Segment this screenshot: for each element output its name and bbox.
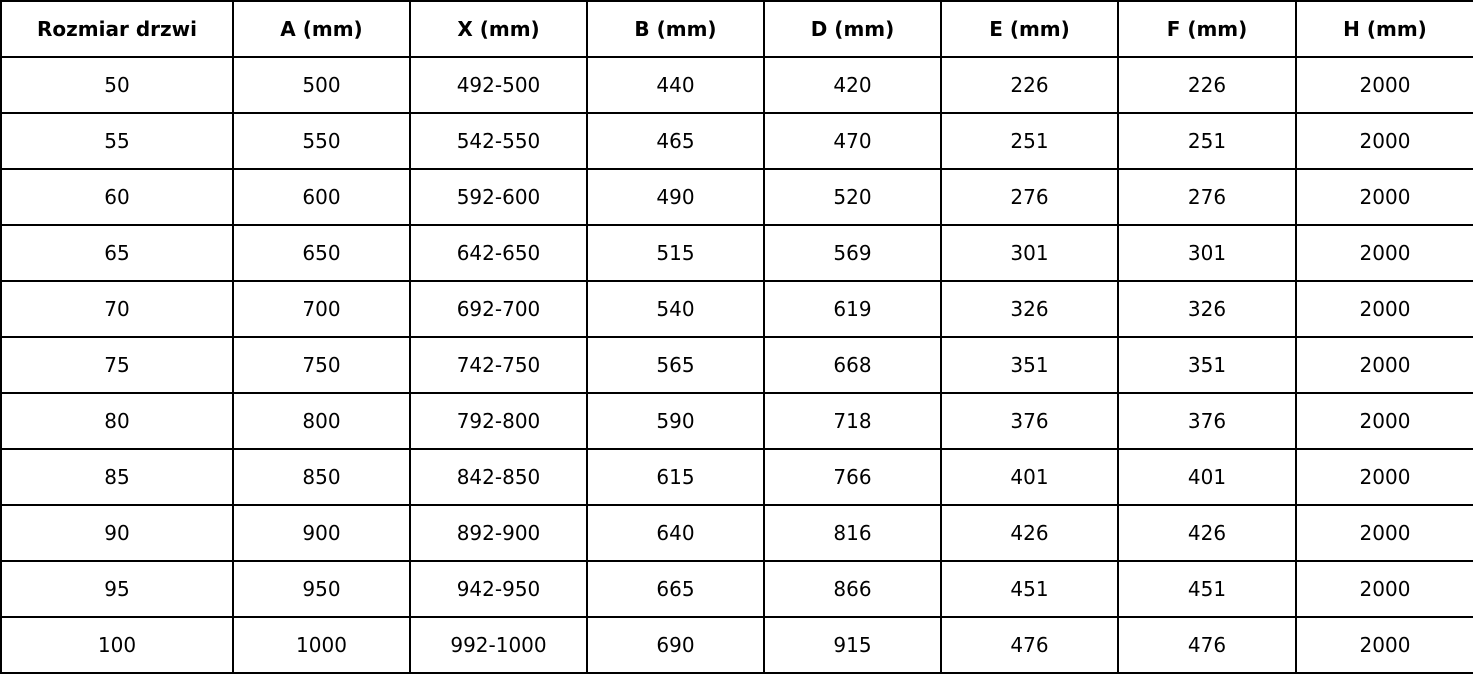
cell-f: 326	[1118, 281, 1296, 337]
cell-e: 226	[941, 57, 1118, 113]
cell-f: 426	[1118, 505, 1296, 561]
column-header-b: B (mm)	[587, 1, 764, 57]
cell-a: 500	[233, 57, 410, 113]
cell-b: 665	[587, 561, 764, 617]
cell-h: 2000	[1296, 561, 1473, 617]
cell-d: 668	[764, 337, 941, 393]
table-row	[1, 617, 1473, 673]
cell-b: 640	[587, 505, 764, 561]
cell-h: 2000	[1296, 393, 1473, 449]
cell-b: 465	[587, 113, 764, 169]
cell-d: 866	[764, 561, 941, 617]
cell-f: 276	[1118, 169, 1296, 225]
cell-rozmiar-drzwi: 50	[1, 57, 233, 113]
table-row	[1, 57, 1473, 113]
column-header-d: D (mm)	[764, 1, 941, 57]
cell-rozmiar-drzwi: 100	[1, 617, 233, 673]
cell-e: 476	[941, 617, 1118, 673]
cell-a: 550	[233, 113, 410, 169]
cell-e: 251	[941, 113, 1118, 169]
cell-f: 226	[1118, 57, 1296, 113]
cell-e: 276	[941, 169, 1118, 225]
cell-d: 520	[764, 169, 941, 225]
cell-h: 2000	[1296, 337, 1473, 393]
table-row	[1, 561, 1473, 617]
cell-h: 2000	[1296, 113, 1473, 169]
cell-b: 490	[587, 169, 764, 225]
table-body	[1, 57, 1473, 673]
cell-e: 451	[941, 561, 1118, 617]
table-row	[1, 113, 1473, 169]
cell-a: 650	[233, 225, 410, 281]
cell-x: 742-750	[410, 337, 587, 393]
cell-rozmiar-drzwi: 95	[1, 561, 233, 617]
cell-h: 2000	[1296, 225, 1473, 281]
cell-e: 401	[941, 449, 1118, 505]
cell-x: 992-1000	[410, 617, 587, 673]
table-row	[1, 505, 1473, 561]
cell-e: 426	[941, 505, 1118, 561]
cell-x: 542-550	[410, 113, 587, 169]
table-row	[1, 169, 1473, 225]
cell-rozmiar-drzwi: 60	[1, 169, 233, 225]
cell-a: 1000	[233, 617, 410, 673]
column-header-a: A (mm)	[233, 1, 410, 57]
column-header-rozmiar-drzwi: Rozmiar drzwi	[1, 1, 233, 57]
cell-d: 915	[764, 617, 941, 673]
cell-x: 642-650	[410, 225, 587, 281]
cell-b: 590	[587, 393, 764, 449]
cell-d: 766	[764, 449, 941, 505]
cell-h: 2000	[1296, 281, 1473, 337]
table-header-row	[1, 1, 1473, 57]
cell-a: 600	[233, 169, 410, 225]
cell-x: 692-700	[410, 281, 587, 337]
cell-rozmiar-drzwi: 65	[1, 225, 233, 281]
table-row	[1, 337, 1473, 393]
table-row	[1, 281, 1473, 337]
table-row	[1, 225, 1473, 281]
cell-f: 351	[1118, 337, 1296, 393]
cell-x: 492-500	[410, 57, 587, 113]
cell-f: 451	[1118, 561, 1296, 617]
table-header	[1, 1, 1473, 57]
cell-rozmiar-drzwi: 70	[1, 281, 233, 337]
table-row	[1, 393, 1473, 449]
cell-x: 842-850	[410, 449, 587, 505]
cell-a: 800	[233, 393, 410, 449]
cell-h: 2000	[1296, 617, 1473, 673]
cell-b: 690	[587, 617, 764, 673]
cell-d: 619	[764, 281, 941, 337]
cell-a: 750	[233, 337, 410, 393]
cell-a: 700	[233, 281, 410, 337]
cell-x: 892-900	[410, 505, 587, 561]
cell-d: 816	[764, 505, 941, 561]
cell-x: 942-950	[410, 561, 587, 617]
cell-d: 569	[764, 225, 941, 281]
cell-b: 615	[587, 449, 764, 505]
cell-d: 718	[764, 393, 941, 449]
cell-a: 850	[233, 449, 410, 505]
cell-h: 2000	[1296, 449, 1473, 505]
cell-f: 301	[1118, 225, 1296, 281]
cell-b: 440	[587, 57, 764, 113]
cell-rozmiar-drzwi: 90	[1, 505, 233, 561]
cell-a: 900	[233, 505, 410, 561]
cell-rozmiar-drzwi: 85	[1, 449, 233, 505]
cell-rozmiar-drzwi: 80	[1, 393, 233, 449]
cell-d: 420	[764, 57, 941, 113]
cell-x: 792-800	[410, 393, 587, 449]
column-header-f: F (mm)	[1118, 1, 1296, 57]
cell-h: 2000	[1296, 57, 1473, 113]
cell-h: 2000	[1296, 169, 1473, 225]
cell-d: 470	[764, 113, 941, 169]
cell-f: 376	[1118, 393, 1296, 449]
cell-f: 401	[1118, 449, 1296, 505]
cell-a: 950	[233, 561, 410, 617]
column-header-e: E (mm)	[941, 1, 1118, 57]
cell-e: 351	[941, 337, 1118, 393]
cell-e: 301	[941, 225, 1118, 281]
cell-f: 476	[1118, 617, 1296, 673]
cell-e: 326	[941, 281, 1118, 337]
cell-b: 540	[587, 281, 764, 337]
cell-rozmiar-drzwi: 55	[1, 113, 233, 169]
table-row	[1, 449, 1473, 505]
cell-e: 376	[941, 393, 1118, 449]
cell-b: 515	[587, 225, 764, 281]
cell-x: 592-600	[410, 169, 587, 225]
cell-b: 565	[587, 337, 764, 393]
column-header-h: H (mm)	[1296, 1, 1473, 57]
cell-f: 251	[1118, 113, 1296, 169]
column-header-x: X (mm)	[410, 1, 587, 57]
cell-h: 2000	[1296, 505, 1473, 561]
cell-rozmiar-drzwi: 75	[1, 337, 233, 393]
